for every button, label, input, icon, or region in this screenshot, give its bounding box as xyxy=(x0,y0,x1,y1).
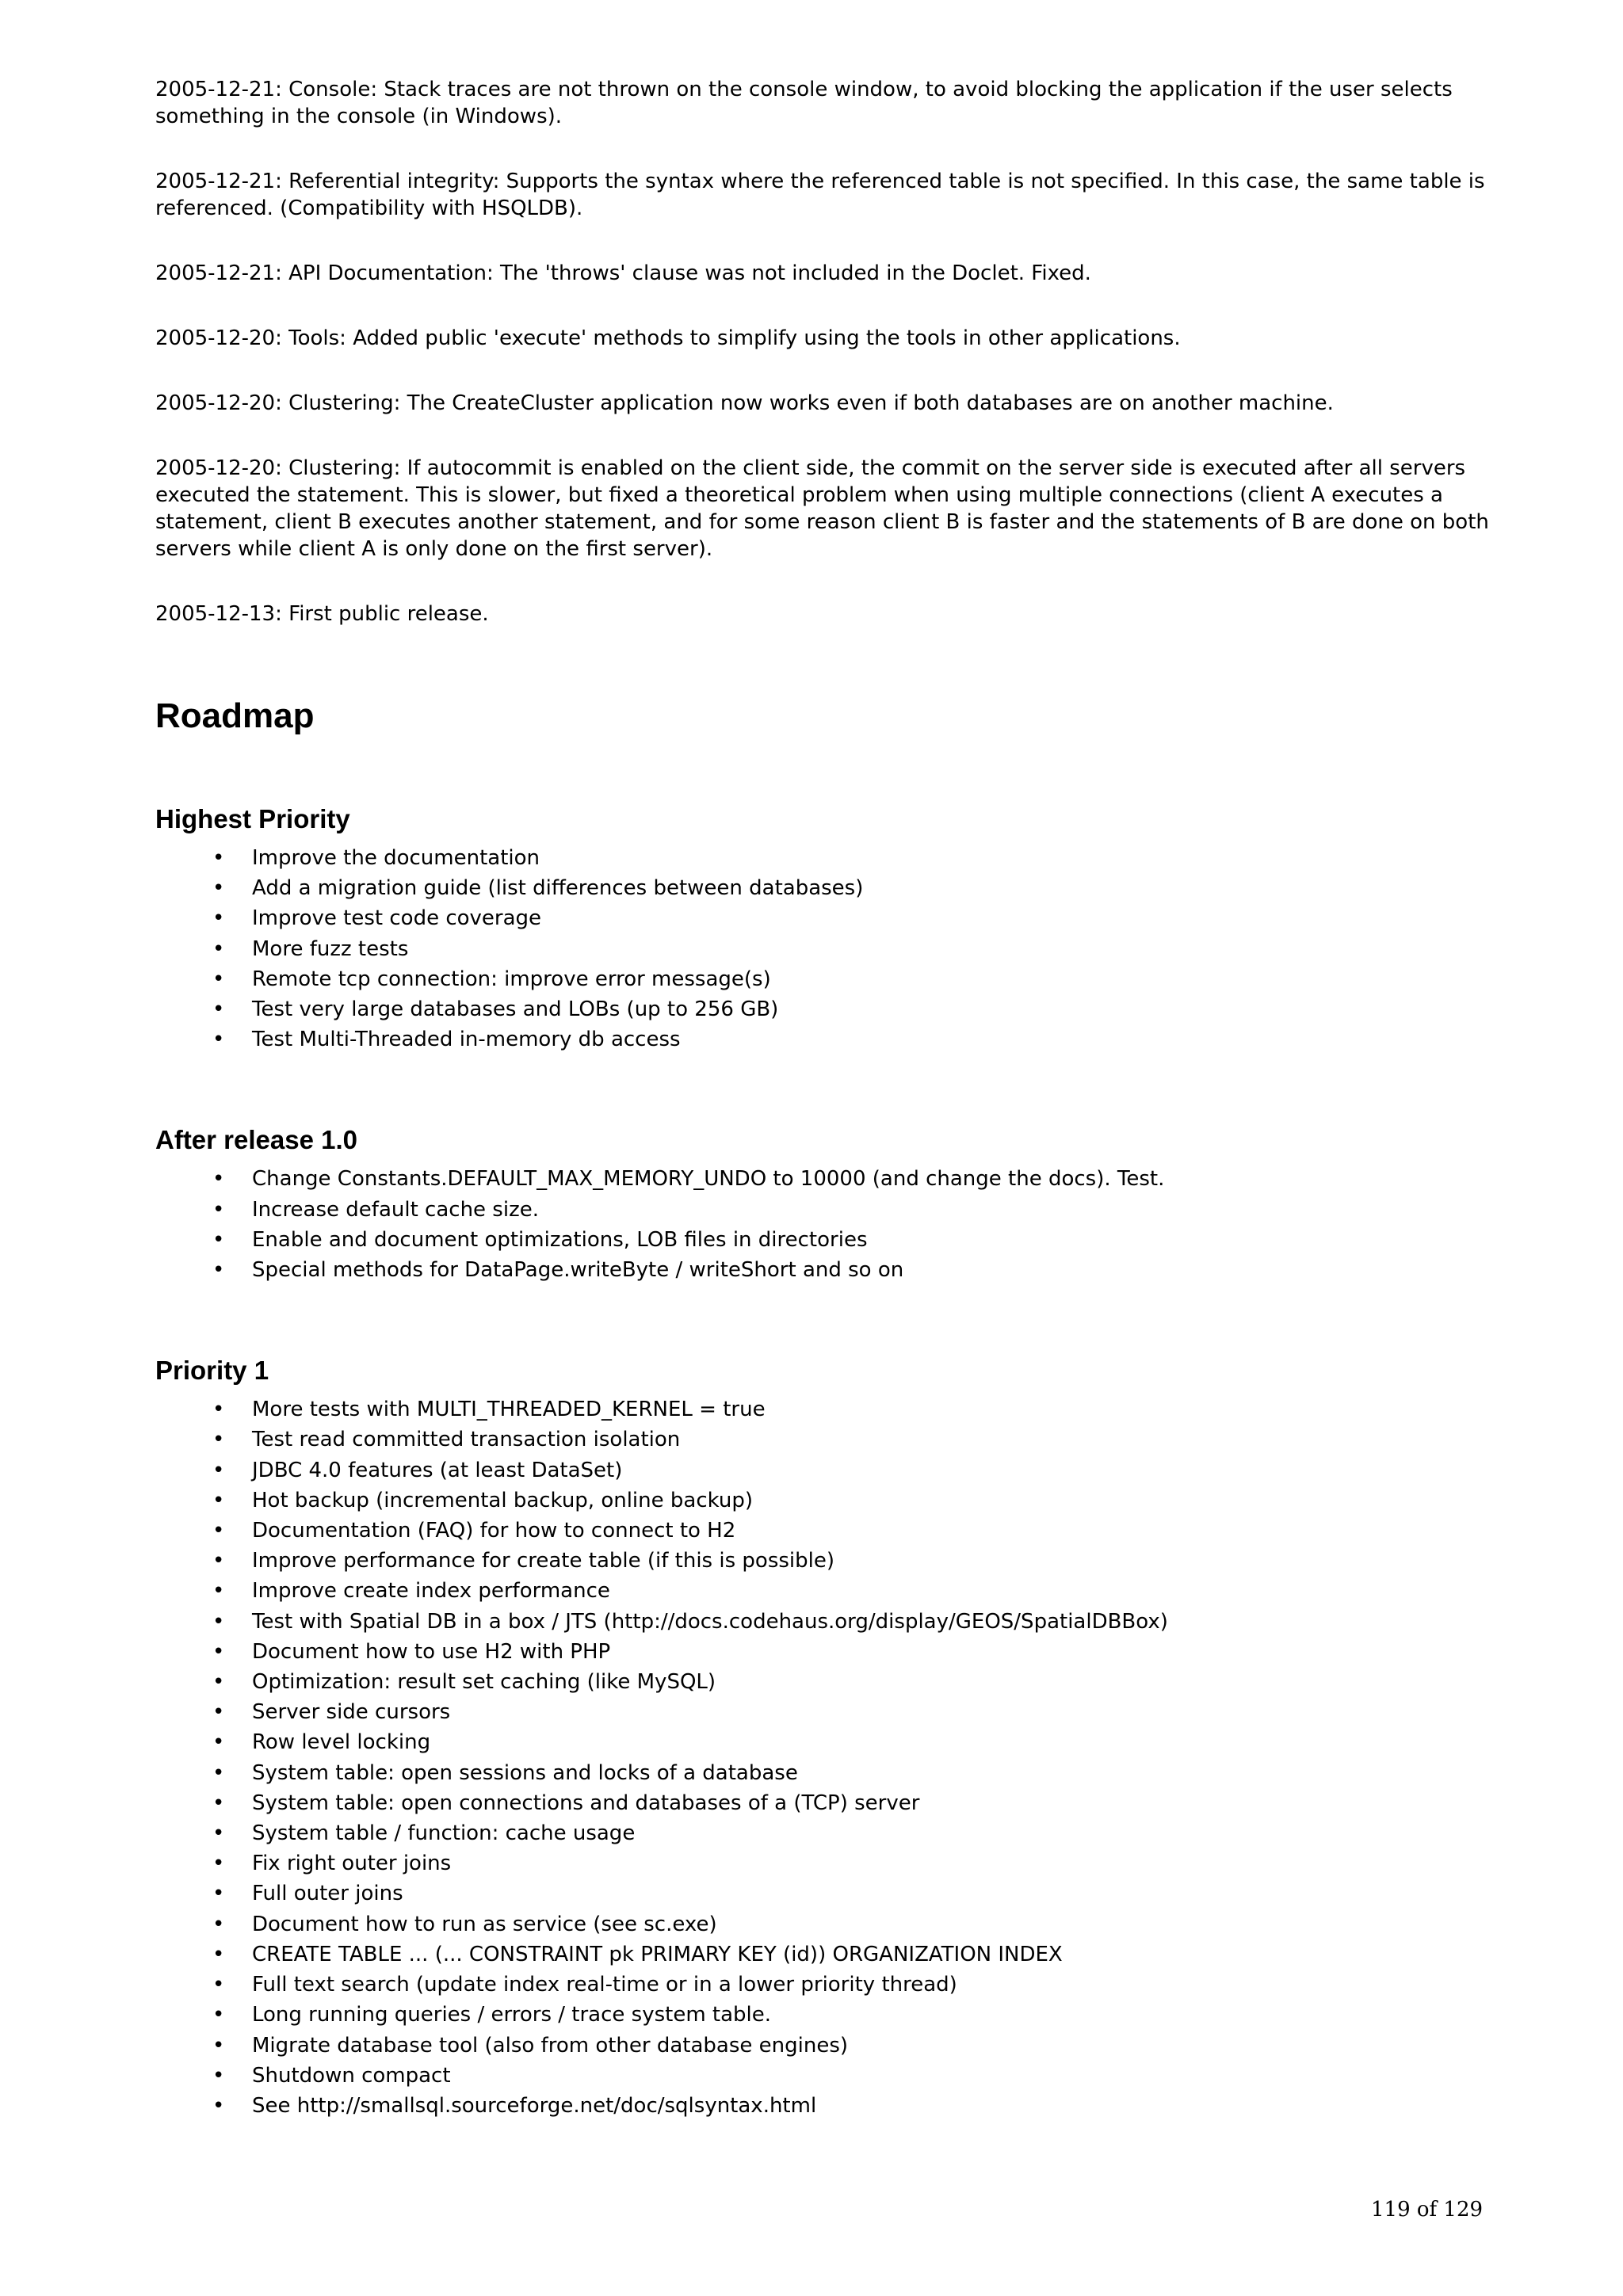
list-item xyxy=(155,2091,1550,2121)
list-item-text: Server side cursors xyxy=(252,1700,451,1725)
list-item-text: Optimization: result set caching (like MySQL) xyxy=(252,1670,716,1695)
bullet-icon: • xyxy=(212,1028,225,1052)
bullet-icon: • xyxy=(212,936,225,961)
bullet-icon: • xyxy=(212,1852,225,1876)
bullet-icon: • xyxy=(212,1258,225,1283)
roadmap-item-list xyxy=(155,1394,1550,2121)
changelog-entry: 2005-12-20: Clustering: The CreateCluster application now works even if both databases are on another machine. xyxy=(155,391,1334,415)
list-item-text: Shutdown compact xyxy=(252,2063,451,2088)
bullet-icon: • xyxy=(212,1639,225,1664)
changelog-entry: 2005-12-21: Console: Stack traces are not thrown on the console window, to avoid blocking the application if the user selects something in the console (in Windows). xyxy=(155,78,1453,128)
roadmap-section-heading: Priority 1 xyxy=(155,1356,269,1386)
list-item-text: Enable and document optimizations, LOB files in directories xyxy=(252,1227,868,1252)
roadmap-item-list xyxy=(155,843,1550,1055)
bullet-icon: • xyxy=(212,967,225,991)
changelog-entry: 2005-12-21: API Documentation: The 'throws' clause was not included in the Doclet. Fixed. xyxy=(155,261,1091,285)
list-item-text: Improve performance for create table (if this is possible) xyxy=(252,1549,834,1573)
changelog-entry: 2005-12-13: First public release. xyxy=(155,602,489,626)
bullet-icon: • xyxy=(212,1519,225,1543)
list-item-text: More fuzz tests xyxy=(252,936,409,961)
bullet-icon: • xyxy=(212,1821,225,1846)
bullet-icon: • xyxy=(212,1197,225,1222)
bullet-icon: • xyxy=(212,1488,225,1512)
list-item-text: Improve the documentation xyxy=(252,846,540,870)
list-item-text: Test with Spatial DB in a box / JTS (http://docs.codehaus.org/display/GEOS/SpatialDBBox) xyxy=(252,1609,1168,1634)
bullet-icon: • xyxy=(212,2003,225,2027)
list-item-text: Fix right outer joins xyxy=(252,1852,452,1876)
bullet-icon: • xyxy=(212,1700,225,1725)
bullet-icon: • xyxy=(212,997,225,1022)
list-item-text: Test read committed transaction isolation xyxy=(252,1428,681,1452)
list-item xyxy=(155,994,1550,1024)
list-item xyxy=(155,1939,1550,1970)
changelog-entry: 2005-12-20: Clustering: If autocommit is enabled on the client side, the commit on the server side is executed after all servers executed the statement. This is slower, but fixed a theoretical problem when using multiple connections (client A executes a statement, client B executes another statement, and for some reason client B is faster and the statements of B are done on both servers while client A is only done on the first server). xyxy=(155,456,1489,561)
list-item-text: Test Multi-Threaded in-memory db access xyxy=(252,1028,681,1052)
list-item xyxy=(155,1909,1550,1939)
list-item-text: System table: open sessions and locks of a database xyxy=(252,1760,798,1785)
list-item xyxy=(155,1607,1550,1637)
list-item xyxy=(155,1516,1550,1546)
list-item xyxy=(155,1758,1550,1788)
bullet-icon: • xyxy=(212,906,225,931)
bullet-icon: • xyxy=(212,1458,225,1482)
bullet-icon: • xyxy=(212,2033,225,2058)
bullet-icon: • xyxy=(212,1579,225,1604)
bullet-icon: • xyxy=(212,1670,225,1695)
list-item xyxy=(155,1394,1550,1425)
list-item xyxy=(155,1455,1550,1486)
list-item-text: Documentation (FAQ) for how to connect to H2 xyxy=(252,1519,736,1543)
list-item xyxy=(155,1486,1550,1516)
list-item-text: Row level locking xyxy=(252,1730,431,1755)
list-item-text: Special methods for DataPage.writeByte / writeShort and so on xyxy=(252,1258,904,1283)
list-item-text: Remote tcp connection: improve error message(s) xyxy=(252,967,771,991)
roadmap-heading: Roadmap xyxy=(155,696,315,735)
roadmap-section-heading: After release 1.0 xyxy=(155,1125,357,1155)
list-item-text: CREATE TABLE ... (... CONSTRAINT pk PRIMARY KEY (id)) ORGANIZATION INDEX xyxy=(252,1942,1063,1966)
list-item xyxy=(155,1024,1550,1055)
list-item xyxy=(155,1818,1550,1848)
list-item xyxy=(155,873,1550,903)
list-item-text: Improve test code coverage xyxy=(252,906,542,931)
bullet-icon: • xyxy=(212,1912,225,1936)
list-item xyxy=(155,964,1550,994)
list-item xyxy=(155,1788,1550,1818)
bullet-icon: • xyxy=(212,1609,225,1634)
list-item-text: JDBC 4.0 features (at least DataSet) xyxy=(252,1458,623,1482)
list-item-text: Test very large databases and LOBs (up to 256 GB) xyxy=(252,997,779,1022)
list-item xyxy=(155,843,1550,873)
bullet-icon: • xyxy=(212,846,225,870)
list-item xyxy=(155,1970,1550,2000)
list-item-text: More tests with MULTI_THREADED_KERNEL = true xyxy=(252,1398,766,1422)
list-item-text: Add a migration guide (list differences between databases) xyxy=(252,876,864,901)
bullet-icon: • xyxy=(212,1760,225,1785)
list-item xyxy=(155,903,1550,933)
list-item xyxy=(155,2000,1550,2030)
roadmap-section-heading: Highest Priority xyxy=(155,804,350,833)
bullet-icon: • xyxy=(212,1398,225,1422)
bullet-icon: • xyxy=(212,1730,225,1755)
list-item-text: Change Constants.DEFAULT_MAX_MEMORY_UNDO to 10000 (and change the docs). Test. xyxy=(252,1167,1165,1192)
list-item xyxy=(155,1848,1550,1878)
list-item xyxy=(155,1727,1550,1757)
list-item-text: System table: open connections and databases of a (TCP) server xyxy=(252,1791,920,1815)
bullet-icon: • xyxy=(212,2093,225,2118)
bullet-icon: • xyxy=(212,1882,225,1906)
list-item xyxy=(155,2031,1550,2061)
changelog-entry: 2005-12-20: Tools: Added public 'execute' methods to simplify using the tools in other applications. xyxy=(155,326,1181,350)
changelog-entry: 2005-12-21: Referential integrity: Supports the syntax where the referenced table is not specified. In this case, the same table is referenced. (Compatibility with HSQLDB). xyxy=(155,170,1485,220)
list-item-text: Full text search (update index real-time or in a lower priority thread) xyxy=(252,1973,957,1997)
list-item-text: Increase default cache size. xyxy=(252,1197,539,1222)
list-item xyxy=(155,1425,1550,1455)
list-item xyxy=(155,934,1550,964)
list-item-text: See http://smallsql.sourceforge.net/doc/sqlsyntax.html xyxy=(252,2093,817,2118)
page-number: 119 of 129 xyxy=(1371,2198,1484,2222)
list-item xyxy=(155,1195,1550,1225)
document-body xyxy=(155,76,1550,2121)
list-item xyxy=(155,1225,1550,1255)
bullet-icon: • xyxy=(212,1549,225,1573)
list-item xyxy=(155,1546,1550,1576)
list-item xyxy=(155,1255,1550,1285)
bullet-icon: • xyxy=(212,1167,225,1192)
bullet-icon: • xyxy=(212,1428,225,1452)
list-item-text: Hot backup (incremental backup, online backup) xyxy=(252,1488,754,1512)
list-item-text: Improve create index performance xyxy=(252,1579,610,1604)
bullet-icon: • xyxy=(212,1973,225,1997)
list-item-text: Document how to run as service (see sc.exe) xyxy=(252,1912,717,1936)
list-item xyxy=(155,1878,1550,1909)
list-item xyxy=(155,1697,1550,1727)
bullet-icon: • xyxy=(212,2063,225,2088)
list-item-text: System table / function: cache usage xyxy=(252,1821,636,1846)
list-item-text: Long running queries / errors / trace system table. xyxy=(252,2003,772,2027)
bullet-icon: • xyxy=(212,876,225,901)
bullet-icon: • xyxy=(212,1227,225,1252)
list-item-text: Migrate database tool (also from other database engines) xyxy=(252,2033,849,2058)
roadmap-sections xyxy=(155,803,1550,2121)
list-item xyxy=(155,1576,1550,1606)
list-item xyxy=(155,1667,1550,1697)
roadmap-item-list xyxy=(155,1164,1550,1285)
bullet-icon: • xyxy=(212,1791,225,1815)
changelog-entries xyxy=(155,76,1550,627)
list-item-text: Document how to use H2 with PHP xyxy=(252,1639,611,1664)
bullet-icon: • xyxy=(212,1942,225,1966)
list-item xyxy=(155,1164,1550,1194)
list-item xyxy=(155,1637,1550,1667)
list-item xyxy=(155,2061,1550,2091)
list-item-text: Full outer joins xyxy=(252,1882,403,1906)
